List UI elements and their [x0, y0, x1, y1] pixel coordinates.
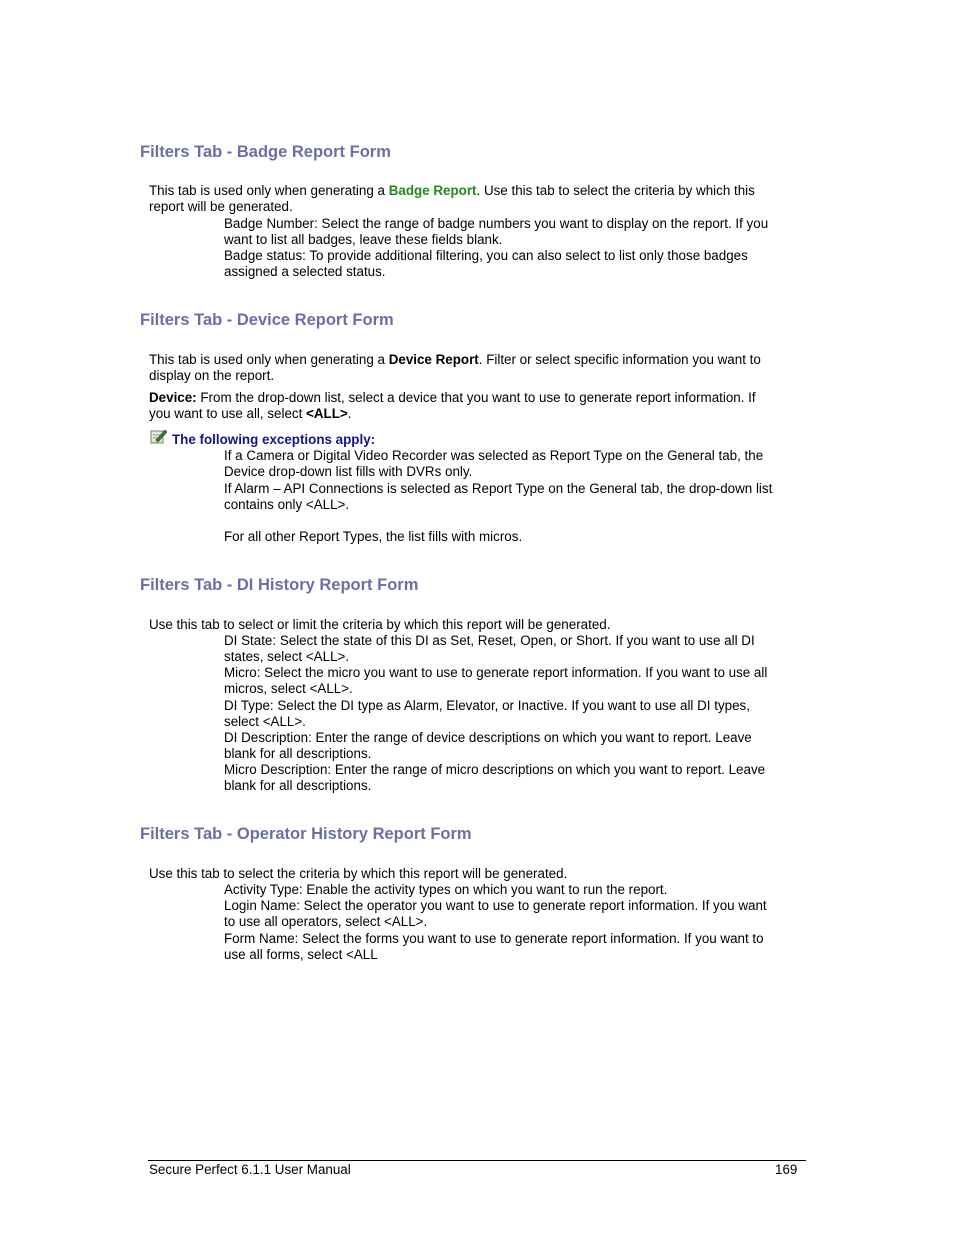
device-exception-1-line1: If a Camera or Digital Video Recorder was selected as Report Type on the General tab, the [224, 448, 764, 463]
badge-intro-text-line2: report will be generated. [149, 199, 293, 214]
di-item-type-line2: select <ALL>. [224, 714, 306, 729]
section-heading-device: Filters Tab - Device Report Form [140, 311, 394, 329]
device-label: Device: [149, 390, 197, 405]
operator-item-form-line2: use all forms, select <ALL [224, 947, 378, 962]
di-item-micro-line2: micros, select <ALL>. [224, 681, 353, 696]
di-item-type-line1: DI Type: Select the DI type as Alarm, Elevator, or Inactive. If you want to use all DI types, [224, 698, 750, 713]
di-item-micro [224, 665, 809, 697]
footer-page-number: 169 [775, 1162, 798, 1177]
device-text-line1: From the drop-down list, select a device that you want to use to generate report information. If [196, 390, 756, 405]
device-exception-2 [224, 481, 809, 513]
device-report-term: Device Report [388, 352, 479, 367]
di-item-state-line2: states, select <ALL>. [224, 649, 350, 664]
operator-item-login-line1: Login Name: Select the operator you want to use to generate report information. If you want [224, 898, 767, 913]
di-item-type [224, 698, 809, 730]
device-exception-1-line2: Device drop-down list fills with DVRs only. [224, 464, 473, 479]
note-title: The following exceptions apply: [172, 432, 376, 447]
footer-divider [148, 1160, 806, 1161]
di-item-description [224, 730, 809, 762]
badge-item-1-line2: want to list all badges, leave these fields blank. [224, 232, 503, 247]
di-item-description-line1: DI Description: Enter the range of device descriptions on which you want to report. Leave [224, 730, 752, 745]
device-all-term: <ALL> [306, 406, 348, 421]
badge-report-link[interactable]: Badge Report [388, 183, 477, 198]
operator-item-form [224, 931, 809, 963]
device-intro-text-cont: . Filter or select specific information you want to [478, 352, 761, 367]
section-heading-badge: Filters Tab - Badge Report Form [140, 143, 391, 161]
badge-intro [149, 183, 809, 215]
device-text-line2: you want to use all, select [149, 406, 307, 421]
device-exception-3 [224, 529, 809, 545]
pencil-note-icon [150, 428, 168, 445]
device-exception-2-line2: contains only <ALL>. [224, 497, 350, 512]
device-exception-1 [224, 448, 809, 480]
di-item-micro-description-line2: blank for all descriptions. [224, 778, 372, 793]
di-item-state [224, 633, 809, 665]
section-heading-operator-history: Filters Tab - Operator History Report Form [140, 825, 472, 843]
operator-item-login [224, 898, 809, 930]
badge-item-1 [224, 216, 809, 248]
device-intro-text-line2: display on the report. [149, 368, 275, 383]
di-item-micro-line1: Micro: Select the micro you want to use to generate report information. If you want to use all [224, 665, 768, 680]
device-exception-2-line1: If Alarm – API Connections is selected as Report Type on the General tab, the drop-down list [224, 481, 773, 496]
di-item-micro-description-line1: Micro Description: Enter the range of micro descriptions on which you want to report. Leave [224, 762, 766, 777]
di-item-micro-description [224, 762, 809, 794]
di-intro: Use this tab to select or limit the criteria by which this report will be generated. [149, 617, 611, 632]
device-intro-text: This tab is used only when generating a [149, 352, 389, 367]
badge-item-2-line2: assigned a selected status. [224, 264, 386, 279]
operator-item-login-line2: to use all operators, select <ALL>. [224, 914, 428, 929]
badge-item-2-line1: Badge status: To provide additional filtering, you can also select to list only those badges [224, 248, 748, 263]
device-text-line2-end: . [347, 406, 352, 421]
badge-item-2 [224, 248, 809, 280]
device-exception-3-line1: For all other Report Types, the list fills with micros. [224, 529, 523, 544]
footer-manual-title: Secure Perfect 6.1.1 User Manual [149, 1162, 351, 1177]
operator-item-activity [224, 882, 809, 898]
device-intro [149, 352, 809, 384]
operator-item-activity-line1: Activity Type: Enable the activity types on which you want to run the report. [224, 882, 668, 897]
operator-intro: Use this tab to select the criteria by which this report will be generated. [149, 866, 568, 881]
di-item-description-line2: blank for all descriptions. [224, 746, 372, 761]
badge-intro-text: This tab is used only when generating a [149, 183, 389, 198]
section-heading-di-history: Filters Tab - DI History Report Form [140, 576, 419, 594]
operator-item-form-line1: Form Name: Select the forms you want to use to generate report information. If you want to [224, 931, 764, 946]
di-item-state-line1: DI State: Select the state of this DI as Set, Reset, Open, or Short. If you want to use all DI [224, 633, 755, 648]
device-description [149, 390, 809, 422]
badge-item-1-line1: Badge Number: Select the range of badge numbers you want to display on the report. If you [224, 216, 769, 231]
badge-intro-text-cont: . Use this tab to select the criteria by which this [476, 183, 755, 198]
